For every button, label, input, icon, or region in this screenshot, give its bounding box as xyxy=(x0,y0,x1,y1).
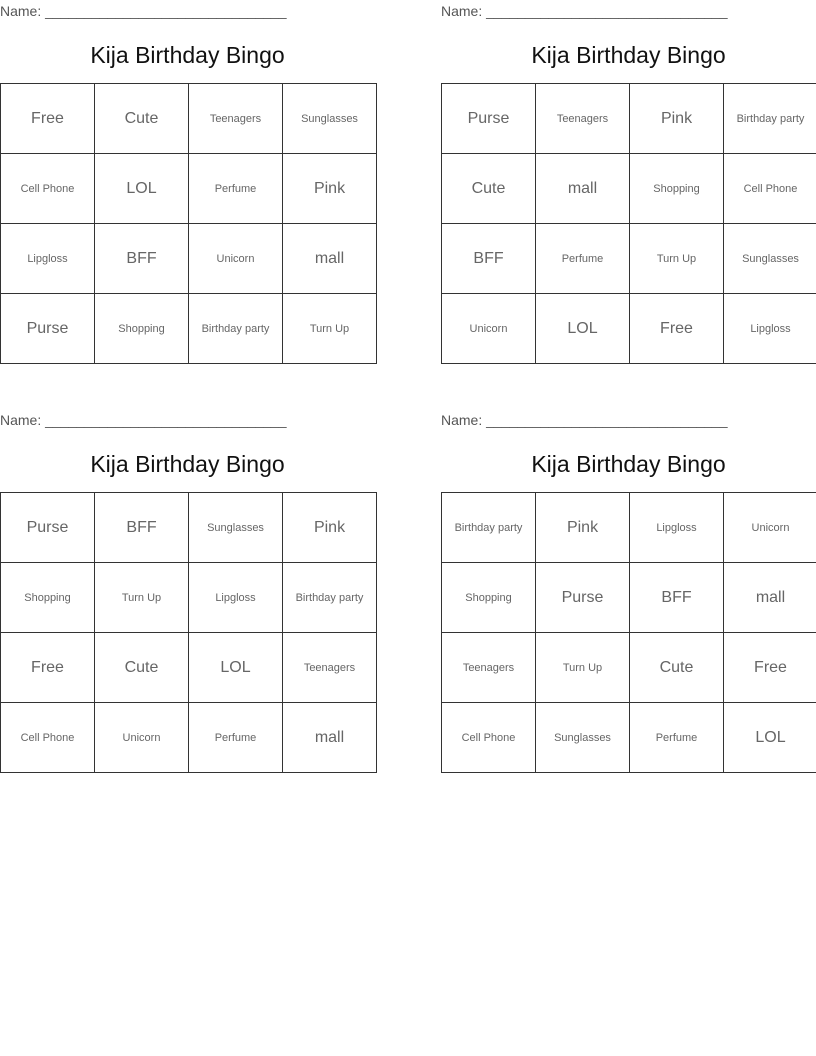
bingo-cell: Teenagers xyxy=(442,633,536,703)
bingo-cell: Lipgloss xyxy=(724,294,816,364)
bingo-cell: Unicorn xyxy=(442,294,536,364)
grid-row xyxy=(442,224,816,294)
bingo-cell: mall xyxy=(536,154,630,224)
grid-row xyxy=(1,703,377,773)
bingo-cell: mall xyxy=(724,563,816,633)
grid-row xyxy=(1,633,377,703)
name-field-line: Name: _______________________________ xyxy=(441,3,728,19)
bingo-cell: Purse xyxy=(1,294,95,364)
grid-row xyxy=(442,154,816,224)
bingo-card xyxy=(0,409,375,781)
bingo-cell: Teenagers xyxy=(283,633,377,703)
bingo-cell: BFF xyxy=(95,224,189,294)
name-field-line: Name: _______________________________ xyxy=(0,3,287,19)
card-title: Kija Birthday Bingo xyxy=(90,42,285,68)
bingo-cell: Cute xyxy=(442,154,536,224)
bingo-cell: Birthday party xyxy=(724,84,816,154)
grid-row xyxy=(442,633,816,703)
grid-row xyxy=(442,563,816,633)
bingo-cell: Free xyxy=(724,633,816,703)
bingo-cell: Purse xyxy=(536,563,630,633)
bingo-cell: Free xyxy=(1,84,95,154)
bingo-cell: Purse xyxy=(442,84,536,154)
bingo-cell: Sunglasses xyxy=(189,493,283,563)
bingo-cell: LOL xyxy=(95,154,189,224)
bingo-cell: Shopping xyxy=(630,154,724,224)
grid-row xyxy=(1,563,377,633)
bingo-cell: LOL xyxy=(189,633,283,703)
bingo-cell: Cute xyxy=(95,84,189,154)
bingo-cell: Sunglasses xyxy=(724,224,816,294)
bingo-cell: Cell Phone xyxy=(1,154,95,224)
bingo-cell: LOL xyxy=(724,703,816,773)
bingo-cell: Cell Phone xyxy=(1,703,95,773)
bingo-card xyxy=(441,0,816,372)
grid-row xyxy=(1,154,377,224)
grid-row xyxy=(1,224,377,294)
bingo-cell: Perfume xyxy=(189,703,283,773)
bingo-cell: Unicorn xyxy=(95,703,189,773)
bingo-cell: BFF xyxy=(442,224,536,294)
grid-row xyxy=(1,493,377,563)
bingo-cell: Shopping xyxy=(95,294,189,364)
bingo-cell: Birthday party xyxy=(442,493,536,563)
bingo-cell: Turn Up xyxy=(630,224,724,294)
grid-row xyxy=(1,294,377,364)
bingo-cell: Pink xyxy=(536,493,630,563)
bingo-cell: Pink xyxy=(283,493,377,563)
bingo-cell: Birthday party xyxy=(283,563,377,633)
bingo-cell: Perfume xyxy=(189,154,283,224)
bingo-cell: BFF xyxy=(95,493,189,563)
bingo-cell: Pink xyxy=(630,84,724,154)
card-title: Kija Birthday Bingo xyxy=(531,451,726,477)
bingo-cell: Cute xyxy=(630,633,724,703)
bingo-cell: Cell Phone xyxy=(724,154,816,224)
bingo-cell: Cell Phone xyxy=(442,703,536,773)
name-field-line: Name: _______________________________ xyxy=(0,412,287,428)
bingo-cell: LOL xyxy=(536,294,630,364)
name-field-line: Name: _______________________________ xyxy=(441,412,728,428)
bingo-cell: Lipgloss xyxy=(630,493,724,563)
bingo-cell: Turn Up xyxy=(95,563,189,633)
bingo-grid xyxy=(441,492,816,773)
bingo-cell: Teenagers xyxy=(536,84,630,154)
bingo-cell: Perfume xyxy=(630,703,724,773)
bingo-cell: Lipgloss xyxy=(189,563,283,633)
bingo-cell: Turn Up xyxy=(283,294,377,364)
bingo-cell: Pink xyxy=(283,154,377,224)
bingo-cell: Sunglasses xyxy=(283,84,377,154)
bingo-grid xyxy=(441,83,816,364)
card-title: Kija Birthday Bingo xyxy=(531,42,726,68)
bingo-card xyxy=(441,409,816,781)
grid-row xyxy=(1,84,377,154)
bingo-cell: Birthday party xyxy=(189,294,283,364)
grid-row xyxy=(442,294,816,364)
bingo-cell: mall xyxy=(283,224,377,294)
bingo-cell: BFF xyxy=(630,563,724,633)
grid-row xyxy=(442,493,816,563)
bingo-cell: Perfume xyxy=(536,224,630,294)
bingo-cell: Lipgloss xyxy=(1,224,95,294)
bingo-cell: Shopping xyxy=(442,563,536,633)
bingo-cell: Free xyxy=(630,294,724,364)
bingo-cell: Turn Up xyxy=(536,633,630,703)
bingo-grid xyxy=(0,83,377,364)
bingo-cell: Purse xyxy=(1,493,95,563)
bingo-cell: Teenagers xyxy=(189,84,283,154)
bingo-cell: Unicorn xyxy=(724,493,816,563)
bingo-cell: Cute xyxy=(95,633,189,703)
bingo-card xyxy=(0,0,375,372)
bingo-grid xyxy=(0,492,377,773)
bingo-cell: Free xyxy=(1,633,95,703)
bingo-cell: Shopping xyxy=(1,563,95,633)
grid-row xyxy=(442,84,816,154)
card-title: Kija Birthday Bingo xyxy=(90,451,285,477)
bingo-cell: Unicorn xyxy=(189,224,283,294)
bingo-cell: Sunglasses xyxy=(536,703,630,773)
bingo-cell: mall xyxy=(283,703,377,773)
grid-row xyxy=(442,703,816,773)
